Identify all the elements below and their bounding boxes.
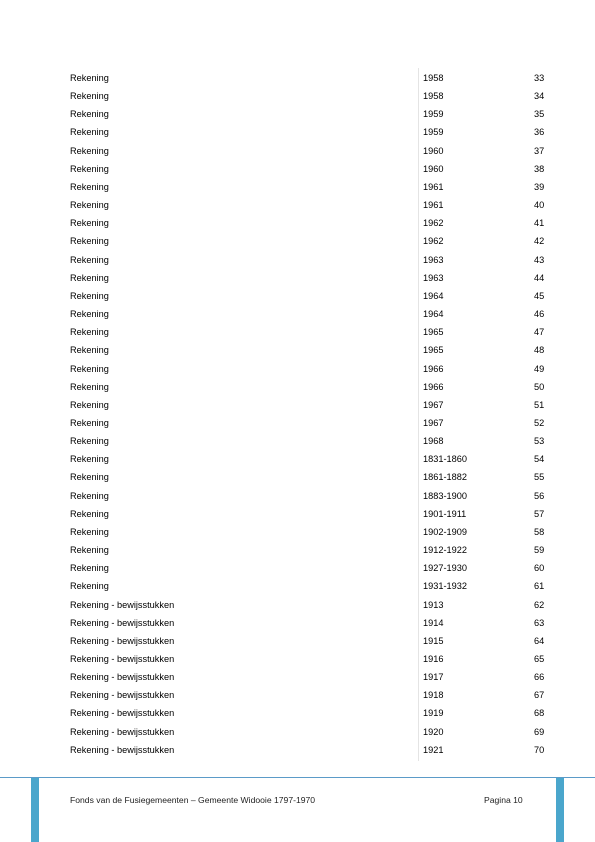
- item-description: Rekening: [70, 508, 109, 519]
- list-item: [70, 125, 550, 143]
- list-item: [70, 362, 550, 380]
- item-period: 1931-1932: [423, 581, 467, 592]
- item-number: 42: [534, 236, 545, 247]
- item-number: 57: [534, 508, 545, 519]
- footer-right-accent-bar: [556, 778, 564, 842]
- item-number: 52: [534, 417, 545, 428]
- item-description: Rekening - bewijsstukken: [70, 726, 175, 737]
- item-description: Rekening: [70, 345, 109, 356]
- list-item: [70, 561, 550, 579]
- item-number: 37: [534, 145, 545, 156]
- item-period: 1914: [423, 617, 444, 628]
- item-description: Rekening: [70, 109, 109, 120]
- page-number: Pagina 10: [484, 795, 523, 805]
- item-period: 1902-1909: [423, 526, 467, 537]
- item-period: 1958: [423, 91, 444, 102]
- item-period: 1916: [423, 654, 444, 664]
- item-description: Rekening: [70, 526, 109, 537]
- list-item: [70, 144, 550, 162]
- list-item: [70, 416, 550, 434]
- item-period: 1961: [423, 181, 444, 192]
- item-number: 66: [534, 672, 545, 683]
- list-item: [70, 616, 550, 634]
- item-period: 1920: [423, 726, 444, 737]
- item-number: 40: [534, 200, 545, 211]
- item-description: Rekening: [70, 200, 109, 211]
- list-item: [70, 216, 550, 234]
- item-description: Rekening: [70, 163, 109, 174]
- item-number: 62: [534, 599, 545, 610]
- list-item: [70, 107, 550, 125]
- item-description: Rekening: [70, 272, 109, 283]
- item-number: 65: [534, 654, 545, 664]
- footer-left-accent-bar: [31, 778, 39, 842]
- item-number: 68: [534, 708, 545, 719]
- item-period: 1966: [423, 363, 444, 374]
- list-item: [70, 325, 550, 343]
- item-period: 1963: [423, 272, 444, 283]
- item-description: Rekening: [70, 417, 109, 428]
- list-item: [70, 398, 550, 416]
- list-item: [70, 289, 550, 307]
- inventory-list: [70, 71, 550, 761]
- item-description: Rekening: [70, 363, 109, 374]
- item-period: 1968: [423, 436, 444, 447]
- item-description: Rekening: [70, 290, 109, 301]
- item-description: Rekening: [70, 181, 109, 192]
- footer-title: Fonds van de Fusiegemeenten – Gemeente Widooie 1797-1970: [70, 795, 316, 805]
- footer-rule: [0, 777, 595, 778]
- item-period: 1831-1860: [423, 454, 467, 465]
- list-item: [70, 307, 550, 325]
- item-number: 39: [534, 181, 545, 192]
- item-number: 56: [534, 490, 545, 501]
- item-number: 48: [534, 345, 545, 356]
- list-item: [70, 598, 550, 616]
- item-number: 55: [534, 472, 545, 483]
- item-description: Rekening: [70, 436, 109, 447]
- item-period: 1901-1911: [423, 508, 467, 519]
- item-period: 1960: [423, 163, 444, 174]
- item-description: Rekening: [70, 127, 109, 138]
- item-period: 1921: [423, 744, 444, 755]
- item-description: Rekening: [70, 91, 109, 102]
- list-item: [70, 489, 550, 507]
- item-description: Rekening: [70, 254, 109, 265]
- list-item: [70, 670, 550, 688]
- item-description: Rekening: [70, 472, 109, 483]
- item-period: 1915: [423, 635, 444, 646]
- item-number: 44: [534, 272, 545, 283]
- list-item: [70, 180, 550, 198]
- item-number: 43: [534, 254, 545, 265]
- list-item: [70, 380, 550, 398]
- item-period: 1913: [423, 599, 444, 610]
- item-description: Rekening: [70, 490, 109, 501]
- item-period: 1962: [423, 236, 444, 247]
- item-number: 70: [534, 744, 545, 755]
- item-period: 1965: [423, 345, 444, 356]
- list-item: [70, 543, 550, 561]
- list-item: [70, 634, 550, 652]
- item-period: 1965: [423, 327, 444, 338]
- list-item: [70, 234, 550, 252]
- item-description: Rekening: [70, 581, 109, 592]
- item-period: 1918: [423, 690, 444, 701]
- item-period: 1917: [423, 672, 444, 683]
- list-item: [70, 452, 550, 470]
- item-number: 36: [534, 127, 545, 138]
- list-item: [70, 162, 550, 180]
- list-item: [70, 579, 550, 597]
- list-item: [70, 470, 550, 488]
- item-number: 50: [534, 381, 545, 392]
- item-description: Rekening - bewijsstukken: [70, 708, 175, 719]
- item-description: Rekening: [70, 545, 109, 556]
- item-period: 1964: [423, 290, 444, 301]
- item-number: 49: [534, 363, 545, 374]
- item-number: 53: [534, 436, 545, 447]
- item-description: Rekening: [70, 381, 109, 392]
- item-number: 47: [534, 327, 545, 338]
- item-description: Rekening - bewijsstukken: [70, 635, 175, 646]
- list-item: [70, 688, 550, 706]
- item-number: 61: [534, 581, 545, 592]
- item-period: 1967: [423, 417, 444, 428]
- item-number: 33: [534, 73, 545, 83]
- item-description: Rekening: [70, 73, 109, 83]
- item-period: 1963: [423, 254, 444, 265]
- item-period: 1883-1900: [423, 490, 467, 501]
- item-number: 45: [534, 290, 545, 301]
- item-number: 51: [534, 399, 545, 410]
- item-description: Rekening: [70, 218, 109, 229]
- item-number: 63: [534, 617, 545, 628]
- list-item: [70, 743, 550, 761]
- item-description: Rekening: [70, 309, 109, 320]
- item-period: 1961: [423, 200, 444, 211]
- item-number: 59: [534, 545, 545, 556]
- list-item: [70, 434, 550, 452]
- item-description: Rekening - bewijsstukken: [70, 690, 175, 701]
- list-item: [70, 71, 550, 89]
- list-item: [70, 525, 550, 543]
- item-number: 41: [534, 218, 545, 229]
- item-description: Rekening - bewijsstukken: [70, 599, 175, 610]
- item-description: Rekening - bewijsstukken: [70, 744, 175, 755]
- item-period: 1960: [423, 145, 444, 156]
- item-number: 67: [534, 690, 545, 701]
- item-number: 64: [534, 635, 545, 646]
- item-description: Rekening: [70, 454, 109, 465]
- item-description: Rekening: [70, 327, 109, 338]
- list-item: [70, 725, 550, 743]
- item-description: Rekening: [70, 563, 109, 574]
- list-item: [70, 271, 550, 289]
- item-number: 54: [534, 454, 545, 465]
- item-period: 1912-1922: [423, 545, 467, 556]
- item-number: 58: [534, 526, 545, 537]
- item-number: 60: [534, 563, 545, 574]
- list-item: [70, 706, 550, 724]
- item-period: 1967: [423, 399, 444, 410]
- item-period: 1959: [423, 109, 444, 120]
- item-period: 1959: [423, 127, 444, 138]
- item-period: 1966: [423, 381, 444, 392]
- item-number: 38: [534, 163, 545, 174]
- item-description: Rekening - bewijsstukken: [70, 654, 175, 664]
- item-period: 1919: [423, 708, 444, 719]
- list-item: [70, 507, 550, 525]
- item-number: 35: [534, 109, 545, 120]
- item-description: Rekening - bewijsstukken: [70, 617, 175, 628]
- item-period: 1861-1882: [423, 472, 467, 483]
- item-number: 46: [534, 309, 545, 320]
- item-period: 1958: [423, 73, 444, 83]
- item-description: Rekening: [70, 399, 109, 410]
- item-number: 69: [534, 726, 545, 737]
- item-period: 1927-1930: [423, 563, 467, 574]
- item-description: Rekening - bewijsstukken: [70, 672, 175, 683]
- list-item: [70, 253, 550, 271]
- item-description: Rekening: [70, 145, 109, 156]
- list-item: [70, 652, 550, 670]
- list-item: [70, 89, 550, 107]
- list-item: [70, 343, 550, 361]
- item-period: 1962: [423, 218, 444, 229]
- item-period: 1964: [423, 309, 444, 320]
- item-number: 34: [534, 91, 545, 102]
- list-item: [70, 198, 550, 216]
- item-description: Rekening: [70, 236, 109, 247]
